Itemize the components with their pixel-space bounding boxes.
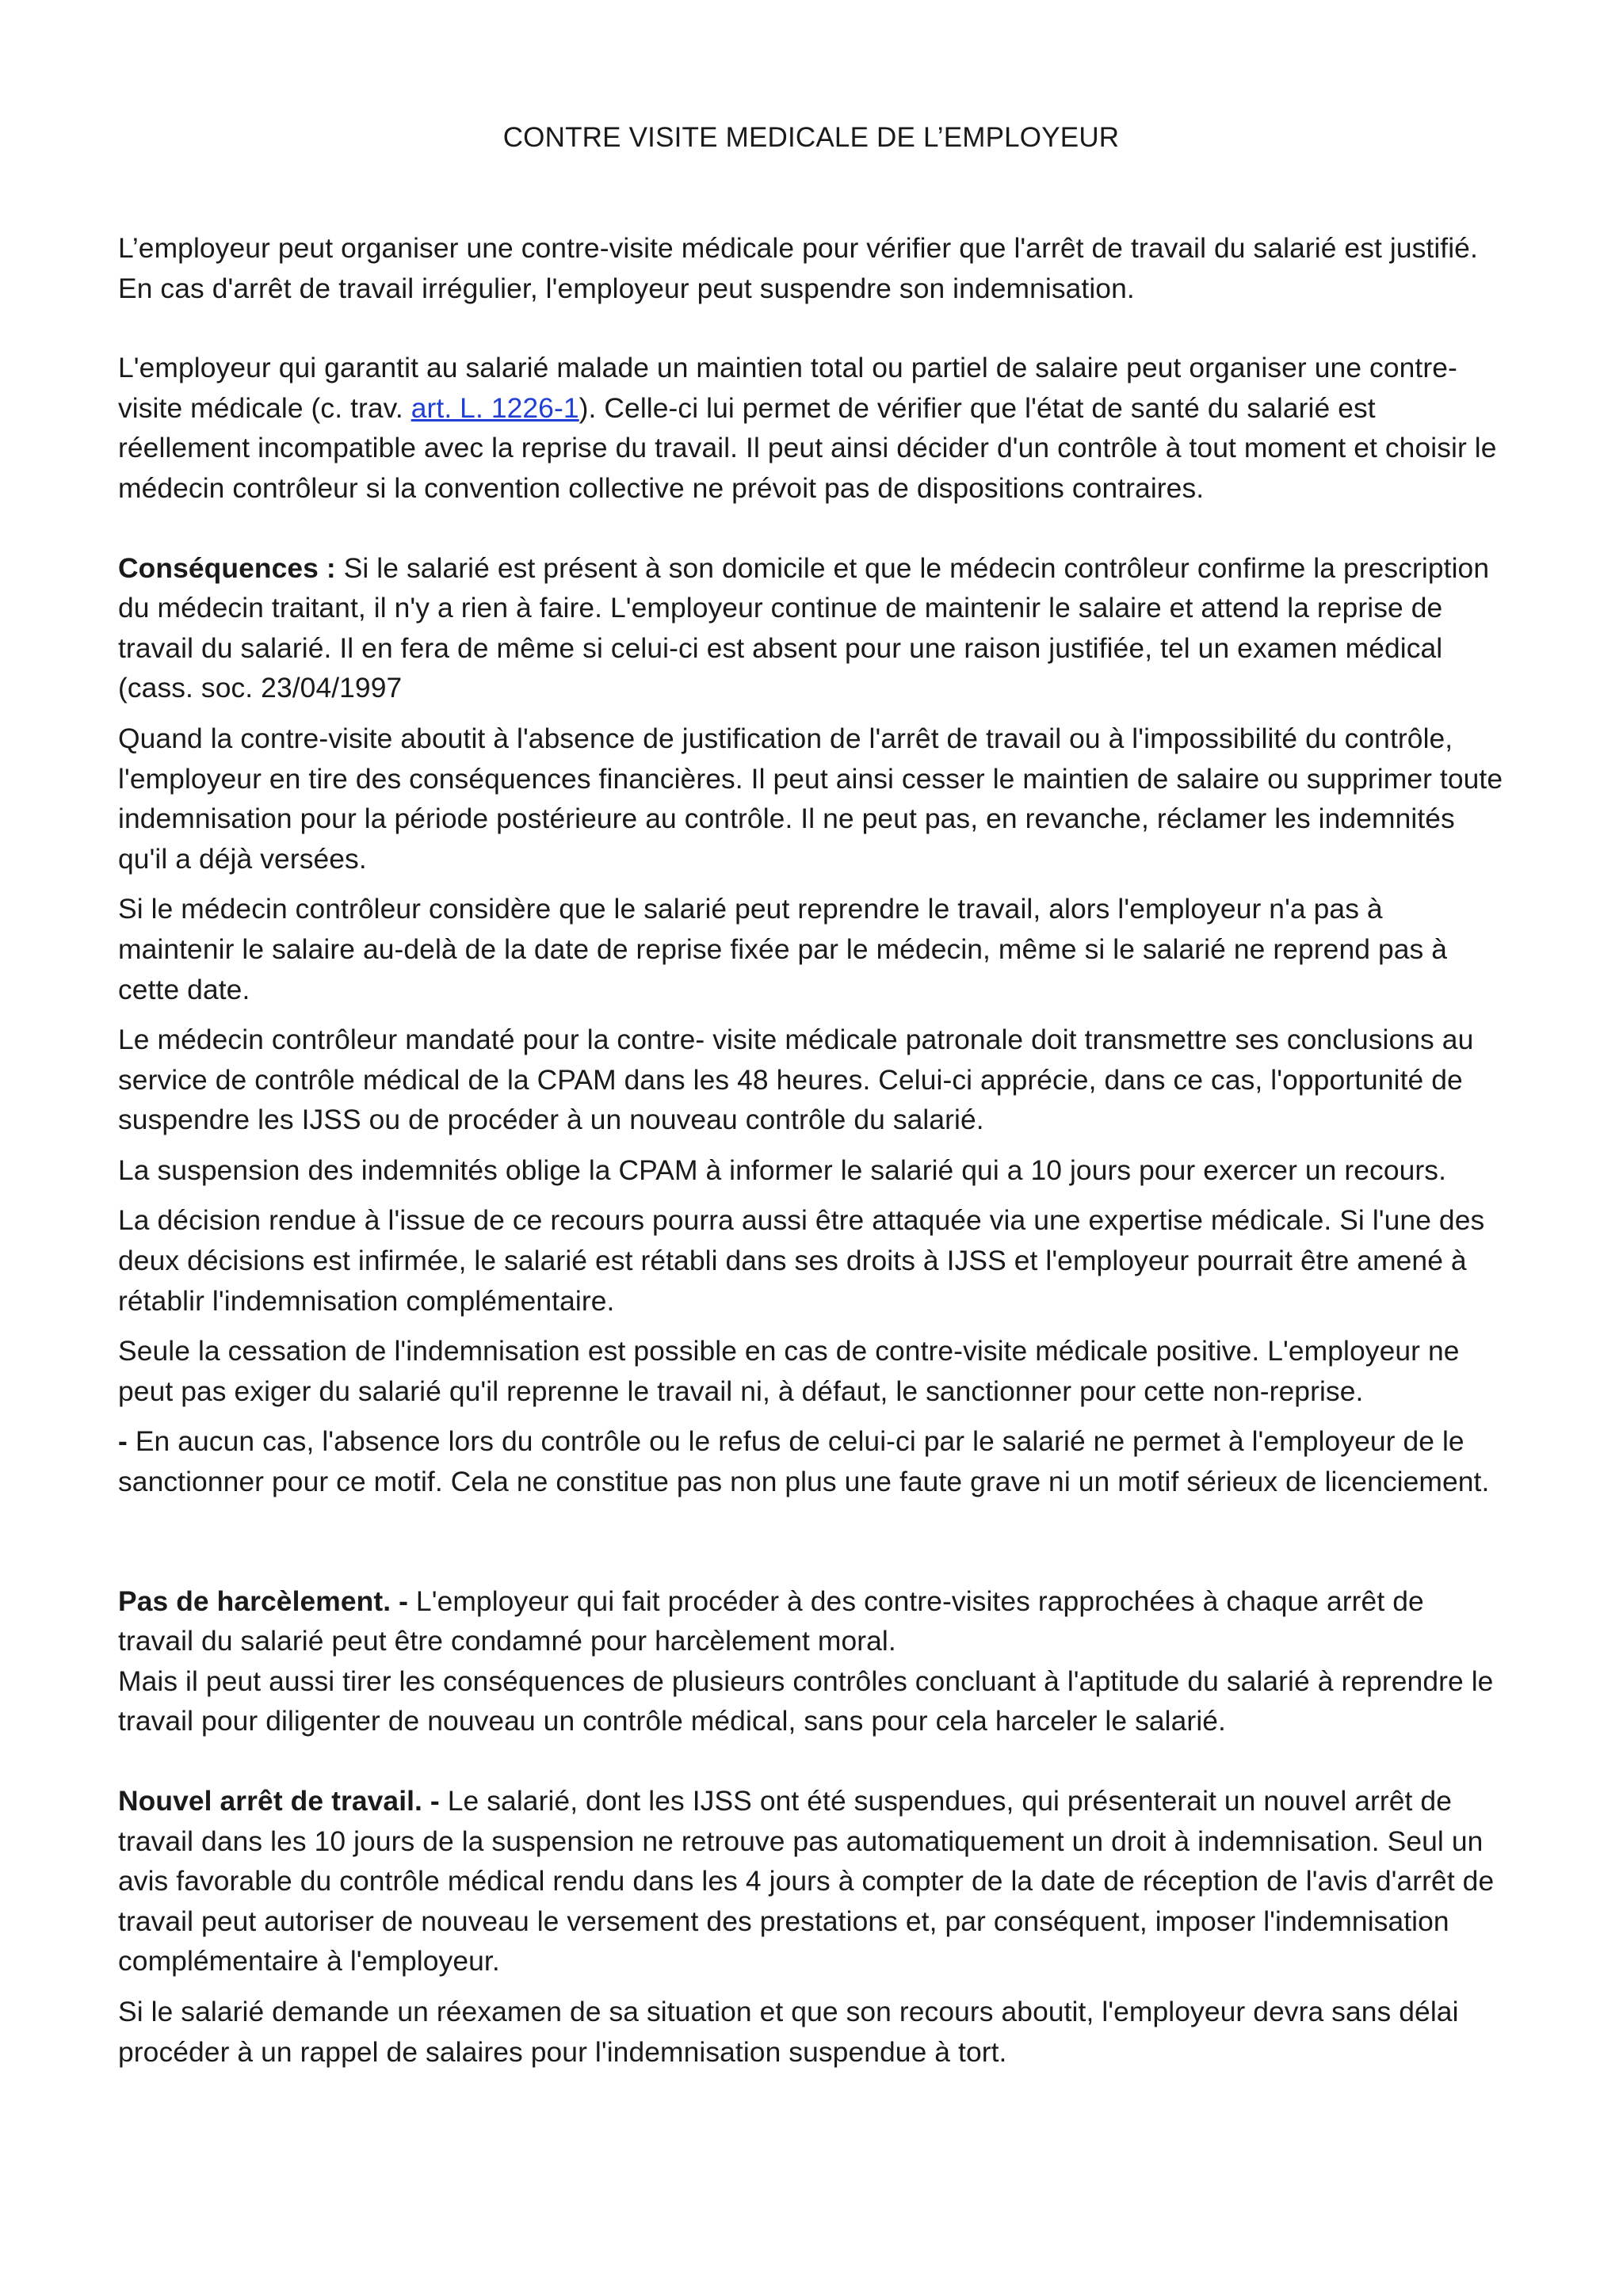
bullet-dash: - — [118, 1425, 128, 1458]
paragraph-text: Si le salarié est présent à son domicile et que le médecin contrôleur confirme la prescription du médecin traitant, il n'y a rien à faire. L'employeur continue de maintenir le salaire et attend la reprise de travail du salarié. Il en fera de même si celui-ci est absent pour une raison justifiée, tel un examen médical (cass. soc. 23/04/1997 — [118, 551, 1490, 704]
paragraph-legal-basis — [118, 348, 1504, 508]
paragraph-suspension: La suspension des indemnités oblige la CPAM à informer le salarié qui a 10 jours pour exercer un recours. — [118, 1154, 1447, 1186]
intro-paragraph: L’employeur peut organiser une contre-visite médicale pour vérifier que l'arrêt de travail du salarié est justifié. En cas d'arrêt de travail irrégulier, l'employeur peut suspendre son indemnisation. — [118, 232, 1478, 304]
paragraph-consequences — [118, 548, 1504, 708]
paragraph-medecin-controleur: Le médecin contrôleur mandaté pour la contre- visite médicale patronale doit transmettre ses conclusions au service de contrôle médical de la CPAM dans les 48 heures. Celui-ci apprécie, dans ce cas, l'opportunité de suspendre les IJSS ou de procéder à un nouveau contrôle du salarié. — [118, 1024, 1474, 1136]
paragraph-text: ). Celle-ci lui permet de vérifier que l'état de santé du salarié est réellement incompatible avec la reprise du travail. Il peut ainsi décider d'un contrôle à tout moment et choisir le médecin contrôleur si la convention collective ne prévoit pas de dispositions contraires. — [118, 391, 1497, 504]
section-label-harcelement: Pas de harcèlement. - — [118, 1585, 408, 1617]
article-link[interactable]: art. L. 1226-1 — [411, 391, 579, 424]
paragraph-text: Le salarié, dont les IJSS ont été suspendues, qui présenterait un nouvel arrêt de travail dans les 10 jours de la suspension ne retrouve pas automatiquement un droit à indemnisation. Seul un avis favorable du contrôle médical rendu dans les 4 jours à compter de la date de réception de l'avis d'arrêt de travail peut autoriser de nouveau le versement des prestations et, par conséquent, imposer l'indemnisation complémentaire à l'employeur. — [118, 1785, 1495, 1978]
paragraph-text: L'employeur qui fait procéder à des contre-visites rapprochées à chaque arrêt de travail du salarié peut être condamné pour harcèlement moral. — [118, 1585, 1424, 1657]
paragraph-cessation: Seule la cessation de l'indemnisation est possible en cas de contre-visite médicale positive. L'employeur ne peut pas exiger du salarié qu'il reprenne le travail ni, à défaut, le sanctionner pour cette non-reprise. — [118, 1335, 1460, 1407]
paragraph-nouvel-arret — [118, 1781, 1504, 1981]
paragraph-recours: La décision rendue à l'issue de ce recours pourra aussi être attaquée via une expertise médicale. Si l'une des deux décisions est infirmée, le salarié est rétabli dans ses droits à IJSS et l'employeur pourrait être amené à rétablir l'indemnisation complémentaire. — [118, 1204, 1485, 1317]
paragraph-reexamen: Si le salarié demande un réexamen de sa situation et que son recours aboutit, l'employeur devra sans délai procéder à un rappel de salaires pour l'indemnisation suspendue à tort. — [118, 1995, 1459, 2068]
paragraph-text: L'employeur qui garantit au salarié malade un maintien total ou partiel de salaire peut organiser une contre-visite médicale (c. trav. — [118, 352, 1457, 424]
paragraph-harcelement — [118, 1581, 1504, 1661]
paragraph-text: En aucun cas, l'absence lors du contrôle ou le refus de celui-ci par le salarié ne permet à l'employeur de le sanctionner pour ce motif. Cela ne constitue pas non plus une faute grave ni un motif sérieux de licenciement. — [118, 1425, 1490, 1498]
paragraph-reprise: Si le médecin contrôleur considère que le salarié peut reprendre le travail, alors l'employeur n'a pas à maintenir le salaire au-delà de la date de reprise fixée par le médecin, même si le salarié ne reprend pas à cette date. — [118, 893, 1448, 1005]
section-label-nouvel-arret: Nouvel arrêt de travail. - — [118, 1785, 440, 1817]
document-title: CONTRE VISITE MEDICALE DE L’EMPLOYEUR — [502, 122, 1120, 153]
paragraph-aucun-cas — [118, 1421, 1504, 1501]
paragraph-harcelement-suite: Mais il peut aussi tirer les conséquences de plusieurs contrôles concluant à l'aptitude du salarié à reprendre le travail pour diligenter de nouveau un contrôle médical, sans pour cela harceler le salarié. — [118, 1665, 1494, 1737]
section-label-consequences: Conséquences : — [118, 551, 336, 584]
paragraph-absence-justification: Quand la contre-visite aboutit à l'absence de justification de l'arrêt de travail ou à l'impossibilité du contrôle, l'employeur en tire des conséquences financières. Il peut ainsi cesser le maintien de salaire ou supprimer toute indemnisation pour la période postérieure au contrôle. Il ne peut pas, en revanche, réclamer les indemnités qu'il a déjà versées. — [118, 722, 1503, 875]
